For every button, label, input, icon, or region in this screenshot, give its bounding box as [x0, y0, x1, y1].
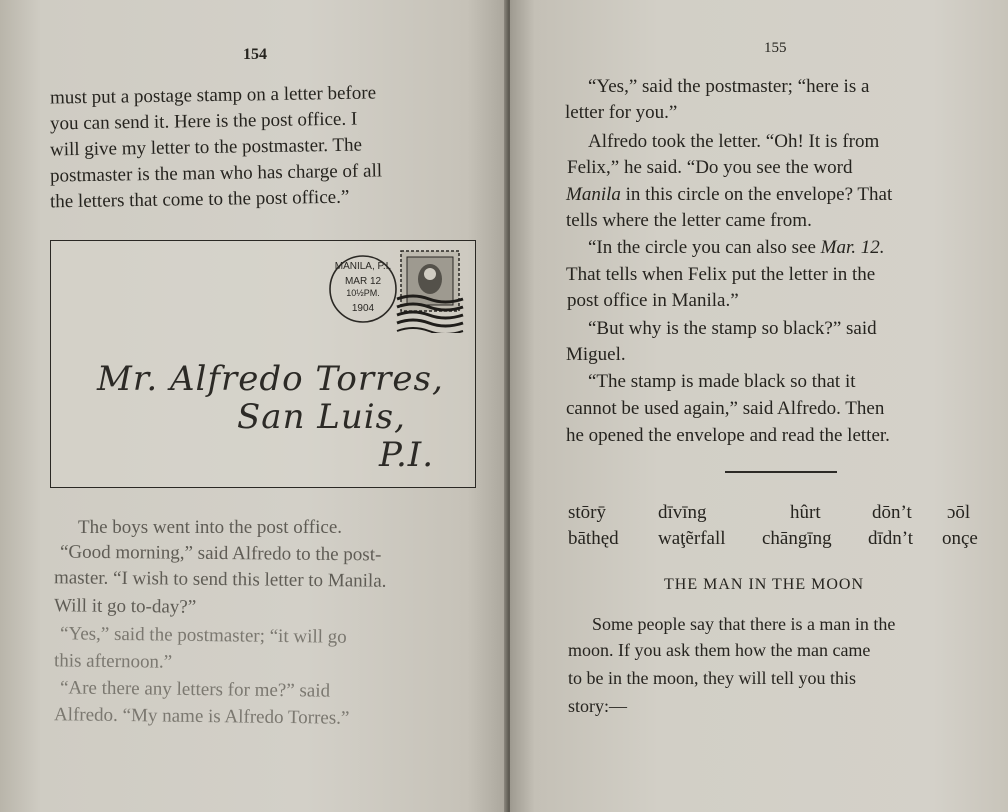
- right-page: [510, 0, 1008, 812]
- text-line: this afternoon.”: [53, 650, 173, 673]
- address-name: Mr. Alfredo Torres,: [97, 359, 444, 399]
- postmark-year: 1904: [351, 303, 375, 314]
- postmark-city: MANILA, P.I.: [334, 261, 392, 272]
- italic-word: Mar. 12.: [820, 237, 885, 258]
- text-line: tells where the letter came from.: [566, 210, 812, 231]
- text-line: he opened the envelope and read the letter.: [566, 425, 890, 446]
- text-line: will give my letter to the postmaster. The: [49, 134, 363, 161]
- spelling-word: chāngīng: [762, 528, 832, 549]
- text-line: Miguel.: [566, 344, 626, 365]
- spelling-word: stōrȳ: [568, 502, 606, 523]
- text-line: “The stamp is made black so that it: [588, 371, 856, 392]
- italic-word: Manila: [566, 184, 621, 205]
- spelling-word: dōn’t: [872, 502, 912, 523]
- text-line: “But why is the stamp so black?” said: [588, 318, 877, 339]
- text-line: postmaster is the man who has charge of all: [49, 160, 383, 187]
- page-number-right: 155: [764, 40, 787, 56]
- section-divider: [725, 471, 837, 473]
- text-line: cannot be used again,” said Alfredo. Then: [566, 398, 885, 419]
- text-fragment: in this circle on the envelope? That: [620, 184, 893, 205]
- text-line: Alfredo took the letter. “Oh! It is from: [588, 131, 880, 152]
- spelling-word: dīvīng: [658, 502, 707, 523]
- section-heading: THE MAN IN THE MOON: [664, 576, 865, 593]
- text-line: to be in the moon, they will tell you this: [568, 668, 856, 688]
- text-line: “Yes,” said the postmaster; “here is a: [588, 76, 870, 97]
- spelling-word: ɔōl: [947, 502, 971, 523]
- text-line: That tells when Felix put the letter in the: [566, 264, 876, 285]
- text-line: you can send it. Here is the post office. I: [49, 108, 358, 135]
- spelling-word: bāthęd: [568, 528, 619, 549]
- postage-stamp: [395, 247, 465, 333]
- address-region: P.I.: [379, 435, 435, 475]
- spelling-word: dīdn’t: [868, 528, 914, 549]
- postmark-time: 10½PM.: [346, 288, 380, 298]
- text-fragment: “In the circle you can also see: [588, 237, 821, 258]
- text-line: letter for you.”: [565, 102, 678, 123]
- text-line: post office in Manila.”: [567, 290, 739, 311]
- postmark: [327, 253, 399, 325]
- text-line: [566, 183, 892, 207]
- spelling-word: hûrt: [790, 502, 821, 523]
- spelling-word: onçe: [942, 528, 978, 549]
- text-line: master. “I wish to send this letter to Manila.: [53, 567, 387, 592]
- text-line: must put a postage stamp on a letter before: [49, 82, 377, 109]
- text-line: Felix,” he said. “Do you see the word: [567, 157, 853, 178]
- text-line: “Yes,” said the postmaster; “it will go: [59, 623, 347, 648]
- text-line: Alfredo. “My name is Alfredo Torres.”: [53, 704, 350, 729]
- text-line: “Are there any letters for me?” said: [59, 677, 331, 702]
- text-line: story:—: [568, 696, 628, 716]
- postmark-date: MAR 12: [344, 276, 382, 287]
- address-city: San Luis,: [237, 397, 406, 437]
- text-line: Will it go to-day?”: [53, 595, 197, 618]
- text-line: The boys went into the post office.: [78, 517, 343, 538]
- text-line: [588, 236, 885, 260]
- text-line: Some people say that there is a man in the: [592, 614, 896, 634]
- text-line: the letters that come to the post office.”: [49, 186, 350, 213]
- text-line: moon. If you ask them how the man came: [568, 640, 871, 660]
- text-line: “Good morning,” said Alfredo to the post-: [59, 541, 382, 566]
- stamp-icon: [395, 247, 465, 333]
- spelling-word: waţẽrfall: [658, 528, 726, 549]
- page-number-left: 154: [243, 46, 267, 63]
- envelope-illustration: [50, 240, 476, 488]
